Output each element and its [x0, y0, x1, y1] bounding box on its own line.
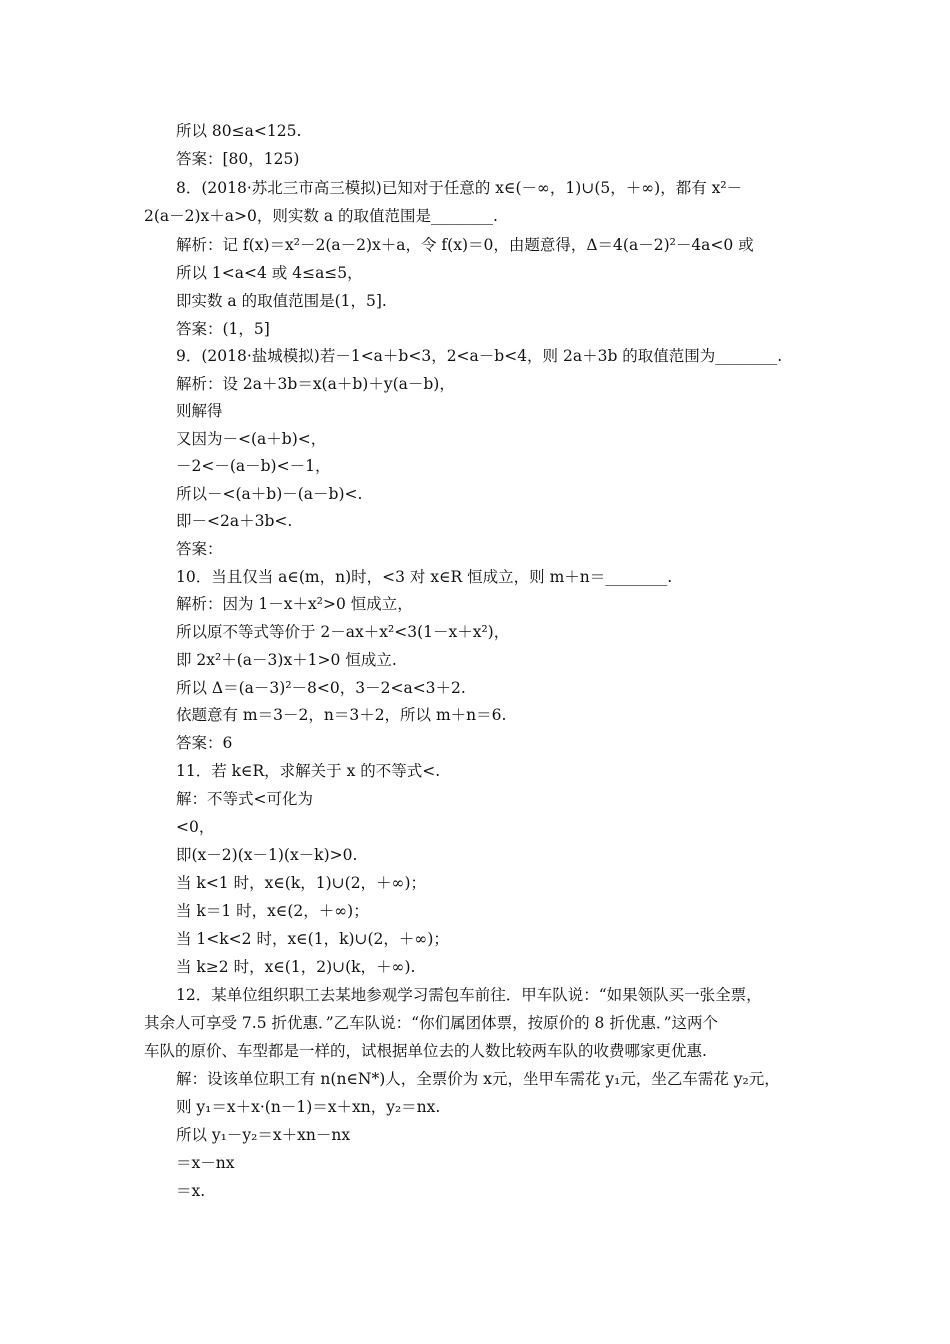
solution-line: 解：不等式<可化为: [176, 790, 313, 808]
solution-line: ＝x.: [176, 1182, 206, 1200]
solution-line: 当 k≥2 时，x∈(1，2)∪(k，＋∞).: [176, 958, 416, 976]
question-9-line: 9．(2018·盐城模拟)若－1<a＋b<3，2<a－b<4，则 2a＋3b 的取值范围为________.: [176, 347, 783, 365]
solution-line: 即(x－2)(x－1)(x－k)>0.: [176, 846, 358, 864]
solution-line: 所以 Δ＝(a－3)²－8<0，3－2<a<3＋2.: [176, 679, 466, 697]
solution-line: －2<－(a－b)<－1，: [176, 457, 331, 475]
solution-line: 又因为－<(a＋b)<，: [176, 430, 327, 448]
question-12-line: 车队的原价、车型都是一样的，试根据单位去的人数比较两车队的收费哪家更优惠.: [144, 1042, 707, 1060]
question-12-line: 12．某单位组织职工去某地参观学习需包车前往．甲车队说：“如果领队买一张全票，: [176, 986, 762, 1004]
answer-line: 答案：6: [176, 734, 233, 752]
question-10-line: 10．当且仅当 a∈(m，n)时，<3 对 x∈R 恒成立，则 m＋n＝________.: [176, 568, 673, 586]
question-11-line: 11．若 k∈R，求解关于 x 的不等式<.: [176, 762, 441, 780]
solution-line: 所以 y₁－y₂＝x＋xn－nx: [176, 1126, 351, 1144]
solution-line: 解析：因为 1－x＋x²>0 恒成立，: [176, 595, 413, 613]
solution-line: 解：设该单位职工有 n(n∈N*)人，全票价为 x元，坐甲车需花 y₁元，坐乙车需花 y₂元，: [176, 1070, 780, 1088]
solution-line: 当 1<k<2 时，x∈(1，k)∪(2，＋∞)；: [176, 930, 449, 948]
question-12-line: 其余人可享受 7.5 折优惠．”乙车队说：“你们属团体票，按原价的 8 折优惠．”这两个: [144, 1014, 718, 1032]
solution-line: 解析：设 2a＋3b＝x(a＋b)＋y(a－b)，: [176, 375, 455, 393]
solution-line: 即实数 a 的取值范围是(1，5].: [176, 292, 387, 310]
solution-line: 所以－<(a＋b)－(a－b)<.: [176, 485, 363, 503]
solution-line: 当 k＝1 时，x∈(2，＋∞)；: [176, 902, 369, 920]
solution-line: 则解得: [176, 402, 223, 420]
solution-line: <0，: [176, 818, 215, 836]
solution-line: ＝x－nx: [176, 1154, 235, 1172]
solution-line: 所以 1<a<4 或 4≤a≤5，: [176, 264, 363, 282]
solution-line: 解析：记 f(x)＝x²－2(a－2)x＋a，令 f(x)＝0，由题意得，Δ＝4(a－2)²－4a<0 或: [176, 236, 754, 254]
solution-line: 即 2x²＋(a－3)x＋1>0 恒成立.: [176, 651, 397, 669]
solution-line: 则 y₁＝x＋x·(n－1)＝x＋xn，y₂＝nx.: [176, 1098, 441, 1116]
solution-line: 当 k<1 时，x∈(k，1)∪(2，＋∞)；: [176, 874, 427, 892]
solution-line: 即－<2a＋3b<.: [176, 512, 293, 530]
question-8-line: 2(a－2)x＋a>0，则实数 a 的取值范围是________.: [144, 207, 498, 225]
question-8-line: 8．(2018·苏北三市高三模拟)已知对于任意的 x∈(－∞，1)∪(5，＋∞)，都有 x²－: [176, 179, 743, 197]
answer-line: 答案：(1，5]: [176, 320, 270, 338]
answer-line: 答案：: [176, 540, 223, 558]
answer-line: 答案：[80，125): [176, 150, 300, 168]
solution-line: 依题意有 m＝3－2，n＝3＋2，所以 m＋n＝6.: [176, 706, 507, 724]
solution-line: 所以原不等式等价于 2－ax＋x²<3(1－x＋x²)，: [176, 623, 510, 641]
text-line: 所以 80≤a<125.: [176, 122, 302, 140]
